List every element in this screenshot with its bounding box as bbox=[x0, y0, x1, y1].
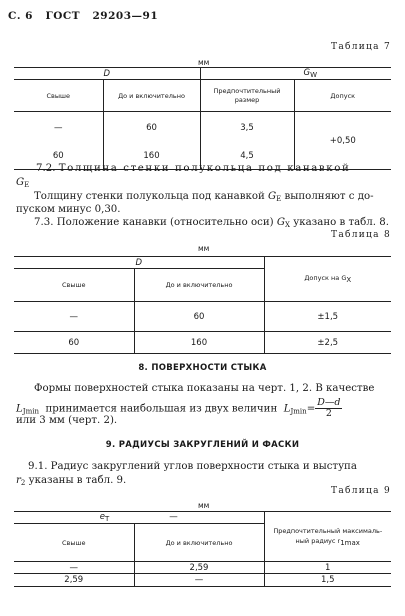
page-number: С. 6 bbox=[8, 10, 33, 22]
table-cell: 2,59 bbox=[134, 562, 264, 574]
table9-group-et: $e_T$ — bbox=[14, 512, 264, 524]
table7 bbox=[14, 67, 391, 170]
table9-col-over: Свыше bbox=[14, 524, 134, 562]
table9 bbox=[14, 511, 391, 587]
para-7-2-line2: Толщину стенки полукольца под канавкой $G_E$ выполняют с до- bbox=[34, 191, 374, 203]
section8-line2: $L_{Jmin}$ принимается наибольшая из двух величин $L_{Jmin}=$ $\frac{D—d}{2}$ bbox=[16, 397, 341, 419]
table8-label: Таблица 8 bbox=[331, 230, 391, 240]
table-cell: 1,5 bbox=[320, 575, 335, 585]
table-row: 2,59 bbox=[14, 574, 134, 587]
para-7-2-line3: пуском минус 0,30. bbox=[16, 204, 121, 215]
table-cell: 60 bbox=[103, 112, 200, 144]
table-row: — bbox=[14, 302, 134, 332]
table-row: 60 bbox=[14, 144, 103, 170]
table9-label: Таблица 9 bbox=[331, 486, 391, 496]
table-cell: 160 bbox=[134, 332, 264, 354]
section8-line3: или 3 мм (черт. 2). bbox=[16, 415, 118, 426]
table-cell: 3,5 bbox=[200, 112, 294, 144]
section9-line1: 9.1. Радиус закруглений углов поверхности стыка и выступа bbox=[28, 461, 357, 472]
table-cell: 160 bbox=[103, 144, 200, 170]
table-cell: 1 bbox=[325, 562, 331, 573]
table7-col-tol: Допуск bbox=[330, 91, 356, 100]
fraction: $\frac{D—d}{2}$ bbox=[317, 397, 341, 419]
table-row: — bbox=[14, 562, 134, 574]
table8 bbox=[14, 256, 391, 354]
para-7-2-symbol: $G_E$ bbox=[16, 177, 30, 189]
table8-col-to: До и включительно bbox=[134, 269, 264, 302]
section9-title: 9. РАДИУСЫ ЗАКРУГЛЕНИЙ И ФАСКИ bbox=[105, 440, 300, 450]
table7-label: Таблица 7 bbox=[331, 42, 391, 52]
standard-name: ГОСТ bbox=[45, 10, 81, 22]
table-row: 60 bbox=[14, 332, 134, 354]
table8-col-over: Свыше bbox=[14, 269, 134, 302]
para-7-2-line1: 7.2. Толщина стенки полукольца под канавкой bbox=[36, 163, 351, 174]
page-header bbox=[8, 10, 158, 22]
table8-group-d: D bbox=[14, 257, 264, 269]
table-cell: 4,5 bbox=[200, 144, 294, 170]
section8-title: 8. ПОВЕРХНОСТИ СТЫКА bbox=[138, 363, 267, 373]
table7-unit: мм bbox=[198, 58, 210, 67]
table7-col-to: До и включительно bbox=[103, 80, 200, 112]
table-row: — bbox=[14, 112, 103, 144]
table9-col-to: До и включительно bbox=[134, 524, 264, 562]
table-cell: — bbox=[134, 574, 264, 587]
table7-col-over: Свыше bbox=[14, 80, 103, 112]
table7-group-d: D bbox=[14, 68, 200, 80]
table9-unit: мм bbox=[198, 501, 210, 510]
table-cell: ±2,5 bbox=[317, 337, 339, 348]
para-7-3: 7.3. Положение канавки (относительно оси) $G_X$ указано в табл. 8. bbox=[34, 217, 389, 229]
section8-line1: Формы поверхностей стыка показаны на черт. 1, 2. В качестве bbox=[34, 383, 375, 394]
table7-group-gw: $G_W$ bbox=[303, 68, 317, 79]
table-cell: ±1,5 bbox=[317, 311, 339, 322]
table9-col-rad: Предпочтительный максималь-ный радиус r1max bbox=[264, 512, 391, 562]
table7-col-pref: Предпочтительный размер bbox=[200, 80, 294, 112]
table7-tolerance: +0,50 bbox=[329, 135, 356, 146]
table-cell: 60 bbox=[134, 302, 264, 332]
section9-line2: $r_2$ указаны в табл. 9. bbox=[16, 475, 127, 487]
table8-unit: мм bbox=[198, 244, 210, 253]
standard-number: 29203—91 bbox=[92, 10, 159, 22]
table8-col-tol: Допуск на GX bbox=[264, 257, 391, 302]
